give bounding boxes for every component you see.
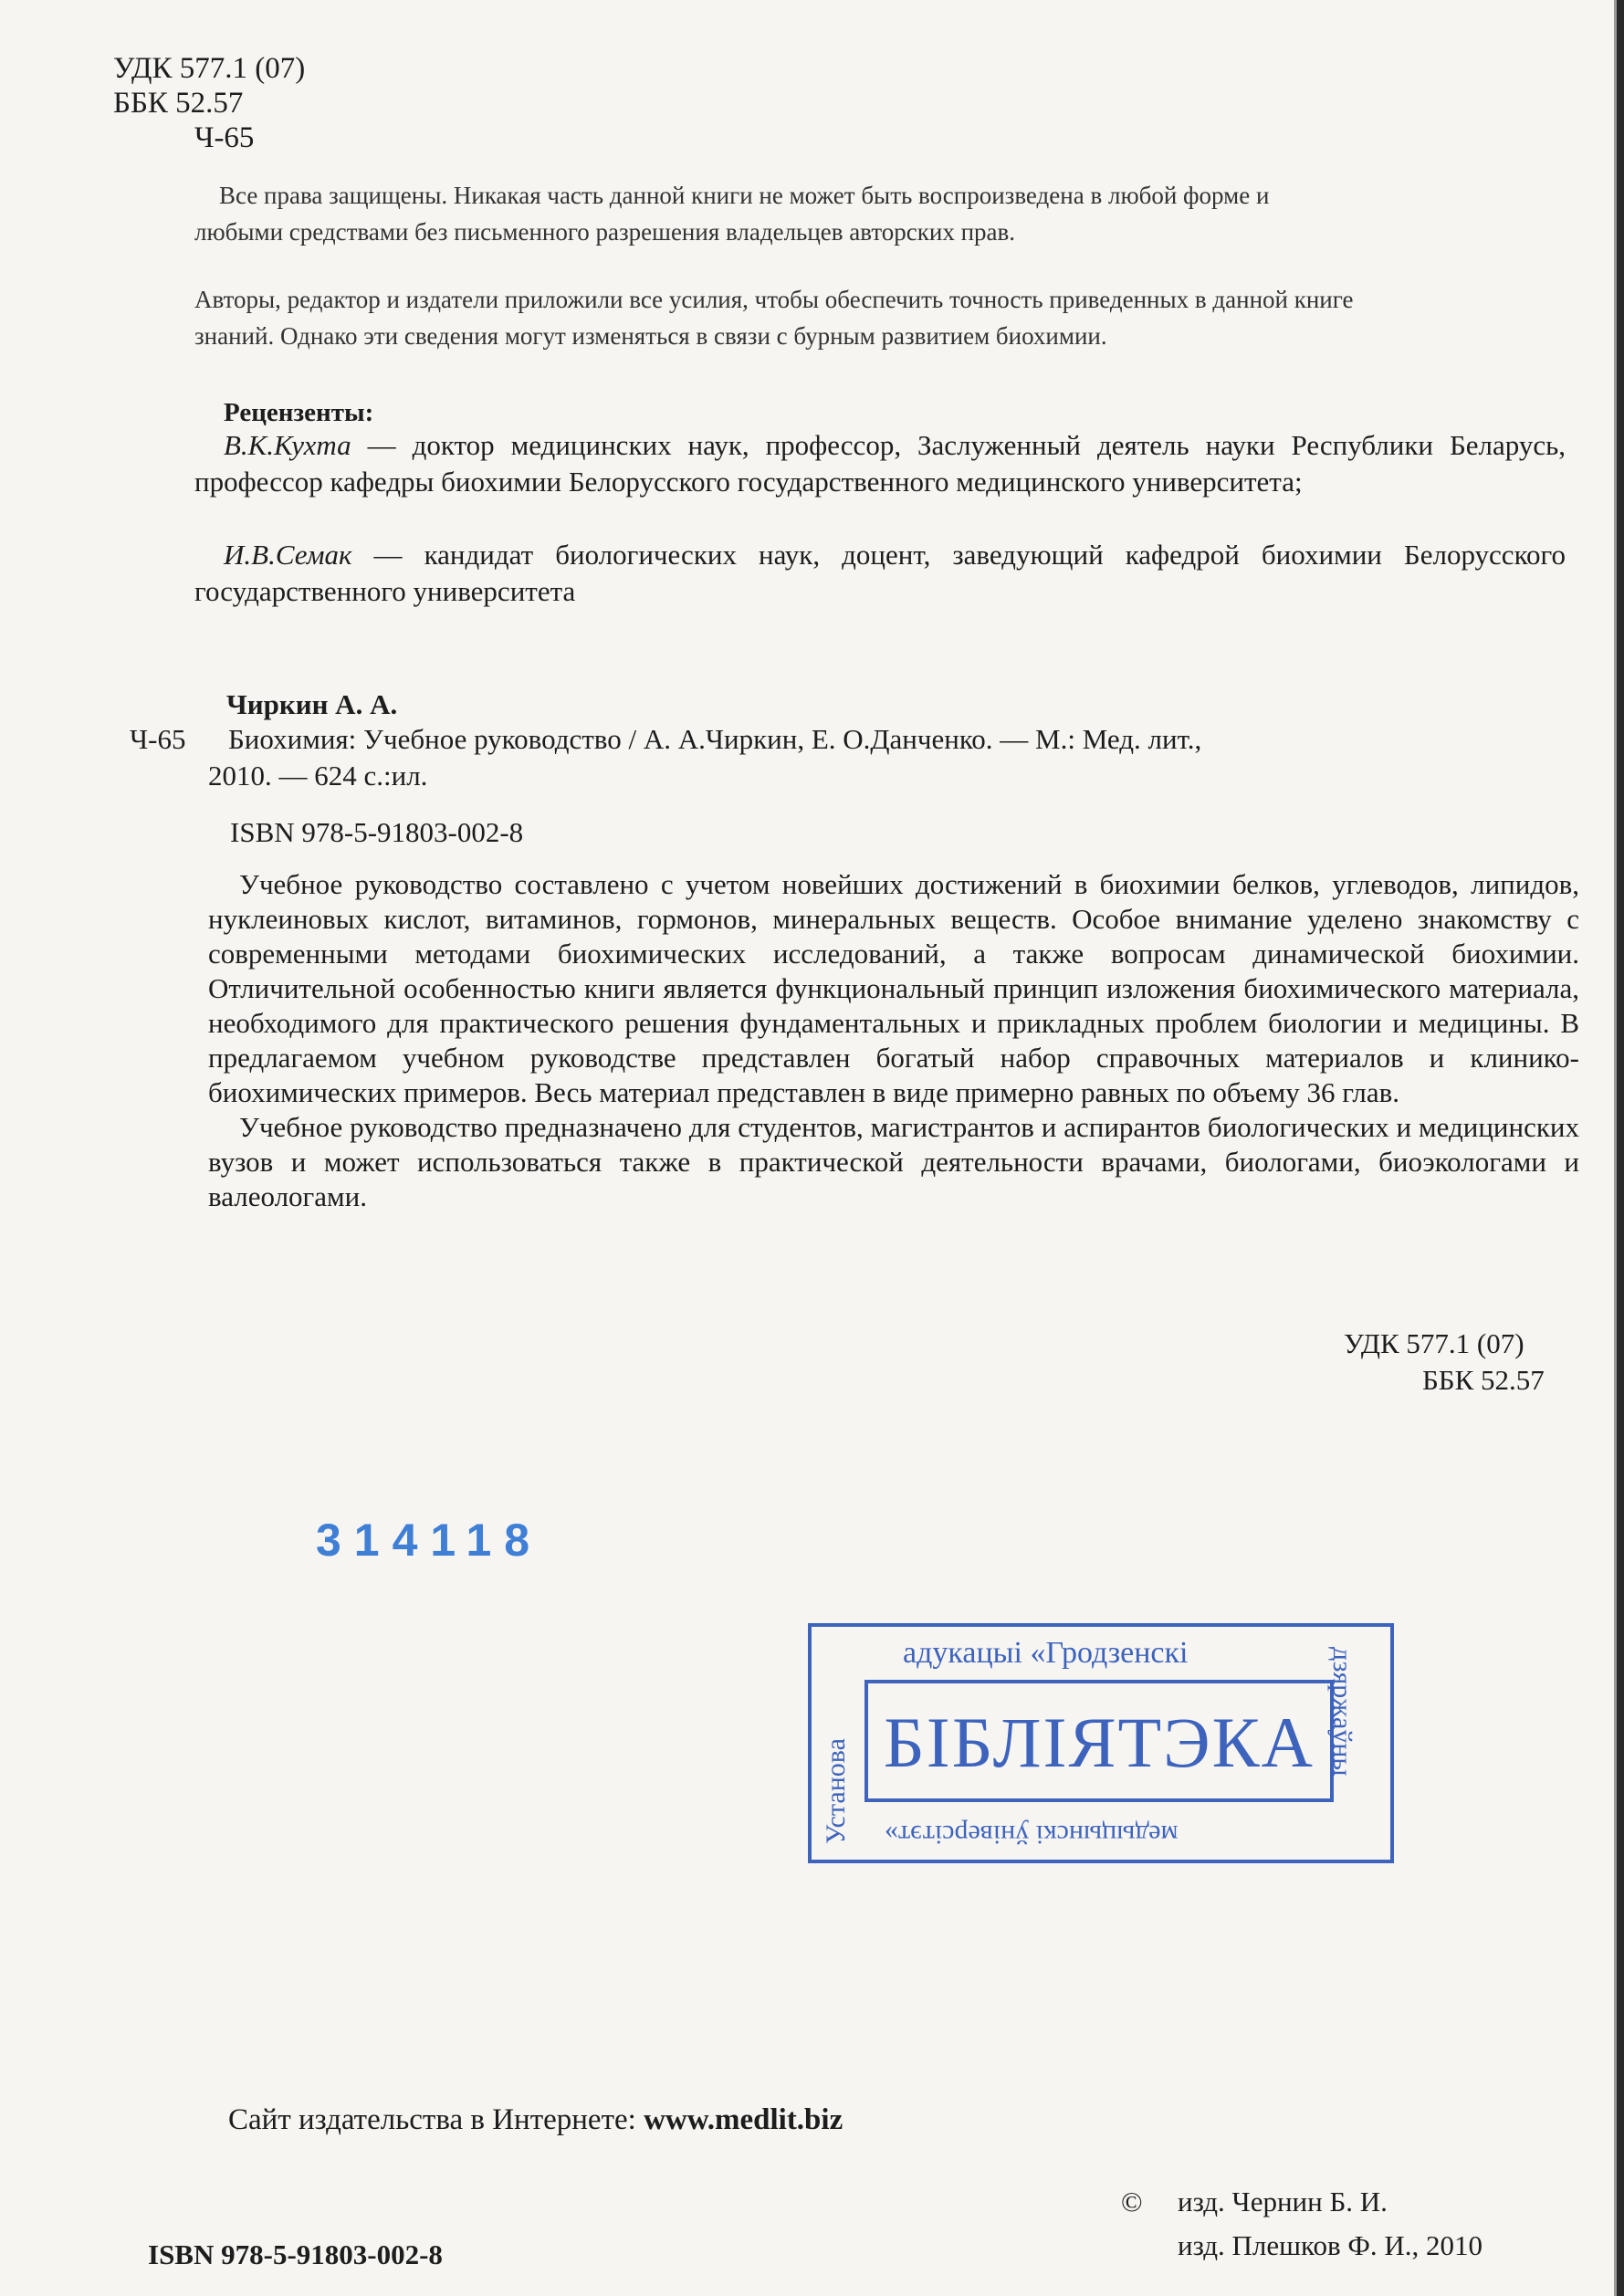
page-edge bbox=[1617, 0, 1624, 2296]
website-url: www.medlit.biz bbox=[644, 2103, 843, 2136]
record-line-1: Биохимия: Учебное руководство / А. А.Чиркин, Е. О.Данченко. — М.: Мед. лит., bbox=[228, 723, 1202, 755]
disclaimer-line-2: знаний. Однако эти сведения могут изменяться в связи с бурным развитием биохимии. bbox=[194, 322, 1107, 350]
rights-line-2: любыми средствами без письменного разрешения владельцев авторских прав. bbox=[194, 218, 1016, 246]
record-author: Чиркин А. А. bbox=[226, 688, 398, 720]
abstract-paragraph-2: Учебное руководство предназначено для студентов, магистрантов и аспирантов биологических и медицинских вузов и может использоваться также в практической деятельности врачами, биологами, биоэкологами и валеологами. bbox=[208, 1111, 1579, 1212]
reviewer-1-name: В.К.Кухта bbox=[224, 429, 351, 461]
disclaimer-line-1: Авторы, редактор и издатели приложили все усилия, чтобы обеспечить точность приведенных в данной книге bbox=[194, 286, 1354, 313]
reviewer-1-desc: — доктор медицинских наук, профессор, Заслуженный деятель науки Республики Беларусь, профессор кафедры биохимии Белорусского государственного медицинского университета; bbox=[194, 429, 1566, 498]
stamp-left-text: Установа bbox=[821, 1738, 851, 1844]
copyright-holder-2: изд. Плешков Ф. И., 2010 bbox=[1178, 2229, 1483, 2261]
udk-code-bottom: УДК 577.1 (07) bbox=[1344, 1327, 1524, 1359]
copyright-holder-1: изд. Чернин Б. И. bbox=[1178, 2186, 1388, 2217]
abstract bbox=[208, 867, 1579, 1214]
record-line-2: 2010. — 624 с.:ил. bbox=[208, 760, 428, 792]
website-label: Сайт издательства в Интернете: bbox=[228, 2103, 644, 2136]
udk-code-top: УДК 577.1 (07) bbox=[113, 52, 306, 85]
page-edge-shadow bbox=[1614, 0, 1617, 2296]
rights-line-1: Все права защищены. Никакая часть данной книги не может быть воспроизведена в любой форме и bbox=[219, 182, 1270, 209]
reviewer-2 bbox=[194, 537, 1566, 610]
library-stamp bbox=[808, 1623, 1394, 1863]
reviewer-2-desc: — кандидат биологических наук, доцент, заведующий кафедрой биохимии Белорусского государственного университета bbox=[194, 539, 1566, 607]
inventory-number: 314118 bbox=[316, 1515, 543, 1566]
publisher-website bbox=[228, 2103, 843, 2137]
stamp-bottom-text: медыцынскі ўніверсітэт» bbox=[885, 1819, 1179, 1850]
stamp-library-word: БІБЛІЯТЭКА bbox=[883, 1703, 1315, 1782]
stamp-right-text: дзяржаўны bbox=[1327, 1647, 1357, 1777]
bbk-code-bottom: ББК 52.57 bbox=[1422, 1364, 1545, 1396]
reviewer-2-name: И.В.Семак bbox=[224, 539, 352, 571]
reviewer-1 bbox=[194, 427, 1566, 500]
record-isbn: ISBN 978-5-91803-002-8 bbox=[230, 816, 524, 848]
copyright-symbol: © bbox=[1121, 2186, 1143, 2217]
isbn-bottom: ISBN 978-5-91803-002-8 bbox=[148, 2238, 443, 2270]
author-sign-top: Ч-65 bbox=[194, 121, 255, 154]
stamp-inner-frame bbox=[864, 1680, 1334, 1802]
reviewers-heading: Рецензенты: bbox=[224, 398, 374, 427]
abstract-paragraph-1: Учебное руководство составлено с учетом новейших достижений в биохимии белков, углеводов, липидов, нуклеиновых кислот, витаминов, гормонов, минеральных веществ. Особое внимание уделено знакомству с современными методами биохимических исследований, а также вопросам динамической биохимии. Отличительной особенностью книги является функциональный принцип изложения биохимического материала, необходимого для практического решения фундаментальных и прикладных проблем биологии и медицины. В предлагаемом учебном руководстве представлен богатый набор справочных материалов и клинико-биохимических примеров. Весь материал представлен в виде примерно равных по объему 36 глав. bbox=[208, 868, 1579, 1108]
record-sign: Ч-65 bbox=[130, 723, 186, 755]
stamp-top-text: адукацыі «Гродзенскі bbox=[903, 1636, 1189, 1670]
bbk-code-top: ББК 52.57 bbox=[113, 87, 244, 120]
